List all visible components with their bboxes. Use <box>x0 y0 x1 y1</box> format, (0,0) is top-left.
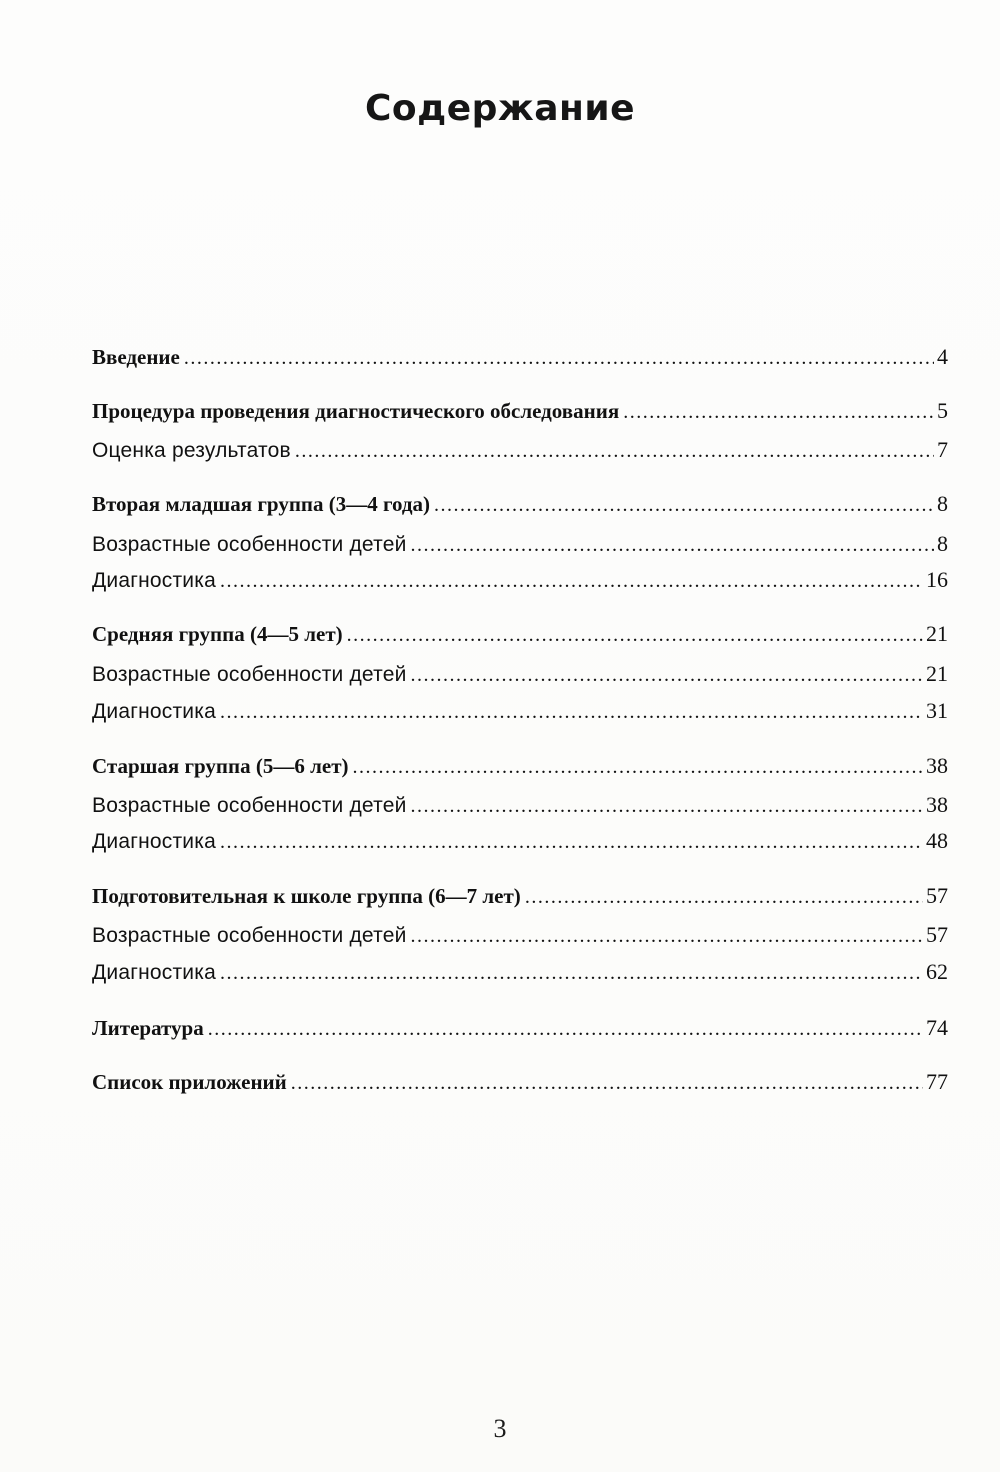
toc-entry-label: Вторая младшая группа (3—4 года) <box>92 492 431 516</box>
toc-entry-appendices <box>92 1068 948 1097</box>
toc-entry-label: Диагностика <box>92 830 216 853</box>
toc-entry-page: 21 <box>926 621 948 646</box>
dot-leader <box>411 922 923 950</box>
dot-leader <box>411 661 923 689</box>
dot-leader <box>295 437 934 465</box>
toc-entry-page: 48 <box>926 828 948 853</box>
toc-entry-diagnostics-3 <box>92 827 948 856</box>
toc-entry-label: Введение <box>92 345 180 369</box>
toc-entry-label: Диагностика <box>92 569 216 592</box>
toc-entry-label: Возрастные особенности детей <box>92 533 407 556</box>
toc-entry-label: Возрастные особенности детей <box>92 794 407 817</box>
toc-entry-diagnostics-4 <box>92 958 948 987</box>
toc-entry-procedure <box>92 397 948 426</box>
toc-entry-page: 21 <box>926 661 948 686</box>
dot-leader <box>525 883 923 911</box>
toc-entry-page: 8 <box>937 531 948 556</box>
toc-entry-diagnostics-2 <box>92 697 948 726</box>
dot-leader <box>623 398 934 426</box>
toc-entry-page: 5 <box>937 398 948 423</box>
toc-entry-page: 38 <box>926 753 948 778</box>
toc-entry-senior-group <box>92 752 948 781</box>
toc-entry-page: 4 <box>937 344 948 369</box>
toc-entry-label: Подготовительная к школе группа (6—7 лет) <box>92 884 521 908</box>
toc-entry-literature <box>92 1014 948 1043</box>
toc-entry-page: 57 <box>926 883 948 908</box>
toc-entry-introduction <box>92 343 948 372</box>
toc-entry-label: Диагностика <box>92 700 216 723</box>
dot-leader <box>411 531 934 559</box>
page-number: 3 <box>493 1414 507 1443</box>
toc-entry-label: Возрастные особенности детей <box>92 924 407 947</box>
toc-entry-page: 16 <box>926 567 948 592</box>
toc-entry-page: 7 <box>937 437 948 462</box>
toc-entry-label: Возрастные особенности детей <box>92 663 407 686</box>
dot-leader <box>184 344 934 372</box>
toc-entry-label: Литература <box>92 1016 204 1040</box>
toc-entry-age-features-4 <box>92 921 948 950</box>
dot-leader <box>220 828 923 856</box>
toc-entry-page: 77 <box>926 1069 948 1094</box>
dot-leader <box>411 792 923 820</box>
toc-entry-second-junior-group <box>92 490 948 519</box>
dot-leader <box>220 567 923 595</box>
toc-entry-page: 31 <box>926 698 948 723</box>
dot-leader <box>208 1015 923 1043</box>
toc-entry-page: 8 <box>937 491 948 516</box>
toc-entry-page: 74 <box>926 1015 948 1040</box>
page-title: Содержание <box>364 88 636 129</box>
dot-leader <box>220 959 923 987</box>
toc-entry-middle-group <box>92 620 948 649</box>
toc-entry-page: 38 <box>926 792 948 817</box>
toc-entry-page: 62 <box>926 959 948 984</box>
toc-entry-diagnostics-1 <box>92 566 948 595</box>
dot-leader <box>353 753 923 781</box>
toc-entry-page: 57 <box>926 922 948 947</box>
toc-entry-age-features-1 <box>92 530 948 559</box>
dot-leader <box>434 491 934 519</box>
toc-entry-evaluation <box>92 436 948 465</box>
toc-entry-label: Средняя группа (4—5 лет) <box>92 622 343 646</box>
toc-entry-age-features-3 <box>92 791 948 820</box>
toc-entry-label: Диагностика <box>92 961 216 984</box>
toc-entry-label: Старшая группа (5—6 лет) <box>92 754 349 778</box>
toc-entry-label: Список приложений <box>92 1070 287 1094</box>
toc-entry-label: Оценка результатов <box>92 439 291 462</box>
toc-entry-label: Процедура проведения диагностического обследования <box>92 399 620 423</box>
toc-entry-age-features-2 <box>92 660 948 689</box>
dot-leader <box>347 621 923 649</box>
dot-leader <box>220 698 923 726</box>
dot-leader <box>291 1069 923 1097</box>
toc-entry-preparatory-group <box>92 882 948 911</box>
